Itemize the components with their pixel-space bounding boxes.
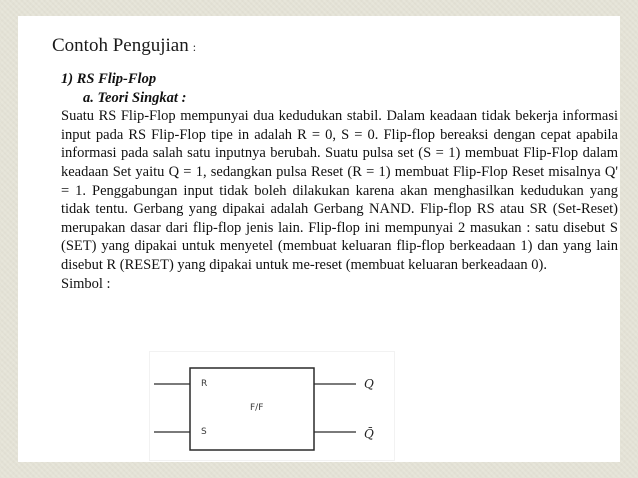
input-s-label: S [201,427,207,437]
content-body [61,70,618,293]
rs-flipflop-symbol [150,352,394,460]
input-r-label: R [201,379,208,389]
rs-flipflop-diagram [150,352,394,460]
subsection-heading: a. Teori Singkat : [83,89,187,106]
theory-paragraph: Suatu RS Flip-Flop mempunyai dua kedudukan stabil. Dalam keadaan tidak bekerja informasi input pada RS Flip-Flop tipe in adalah R = 0, S = 0. Flip-flop bereaksi dengan cepat apabila informasi pada salah satu inputnya berubah. Suatu pulsa set (S = 1) membuat Flip-Flop dalam keadaan Set yaitu Q = 1, sedangkan pulsa Reset (R = 1) membuat Flip-Flop Reset misalnya Q' = 1. Penggabungan input tidak boleh dilakukan karena akan menghasilkan kedudukan yang tidak tentu. Gerbang yang dipakai adalah Gerbang NAND. Flip-flop RS atau SR (Set-Reset) merupakan dasar dari flip-flop jenis lain. Flip-flop ini mempunyai 2 masukan : satu disebut S (SET) yang dipakai untuk menyetel (membuat keluaran flip-flop berkeadaan 1) dan yang lain disebut R (RESET) yang dipakai untuk me-reset (membuat keluaran berkeadaan 0). [61,108,618,273]
symbol-label: Simbol : [61,275,111,292]
output-q-bar-label: Q̄ [364,427,374,441]
output-q-label: Q [364,377,374,391]
slide-title-text: Contoh Pengujian [52,35,189,56]
slide-title [52,35,196,57]
section-heading: 1) RS Flip-Flop [61,71,157,87]
flipflop-block-label: F/F [250,403,264,413]
slide-title-colon: : [192,40,197,54]
slide [18,16,620,462]
